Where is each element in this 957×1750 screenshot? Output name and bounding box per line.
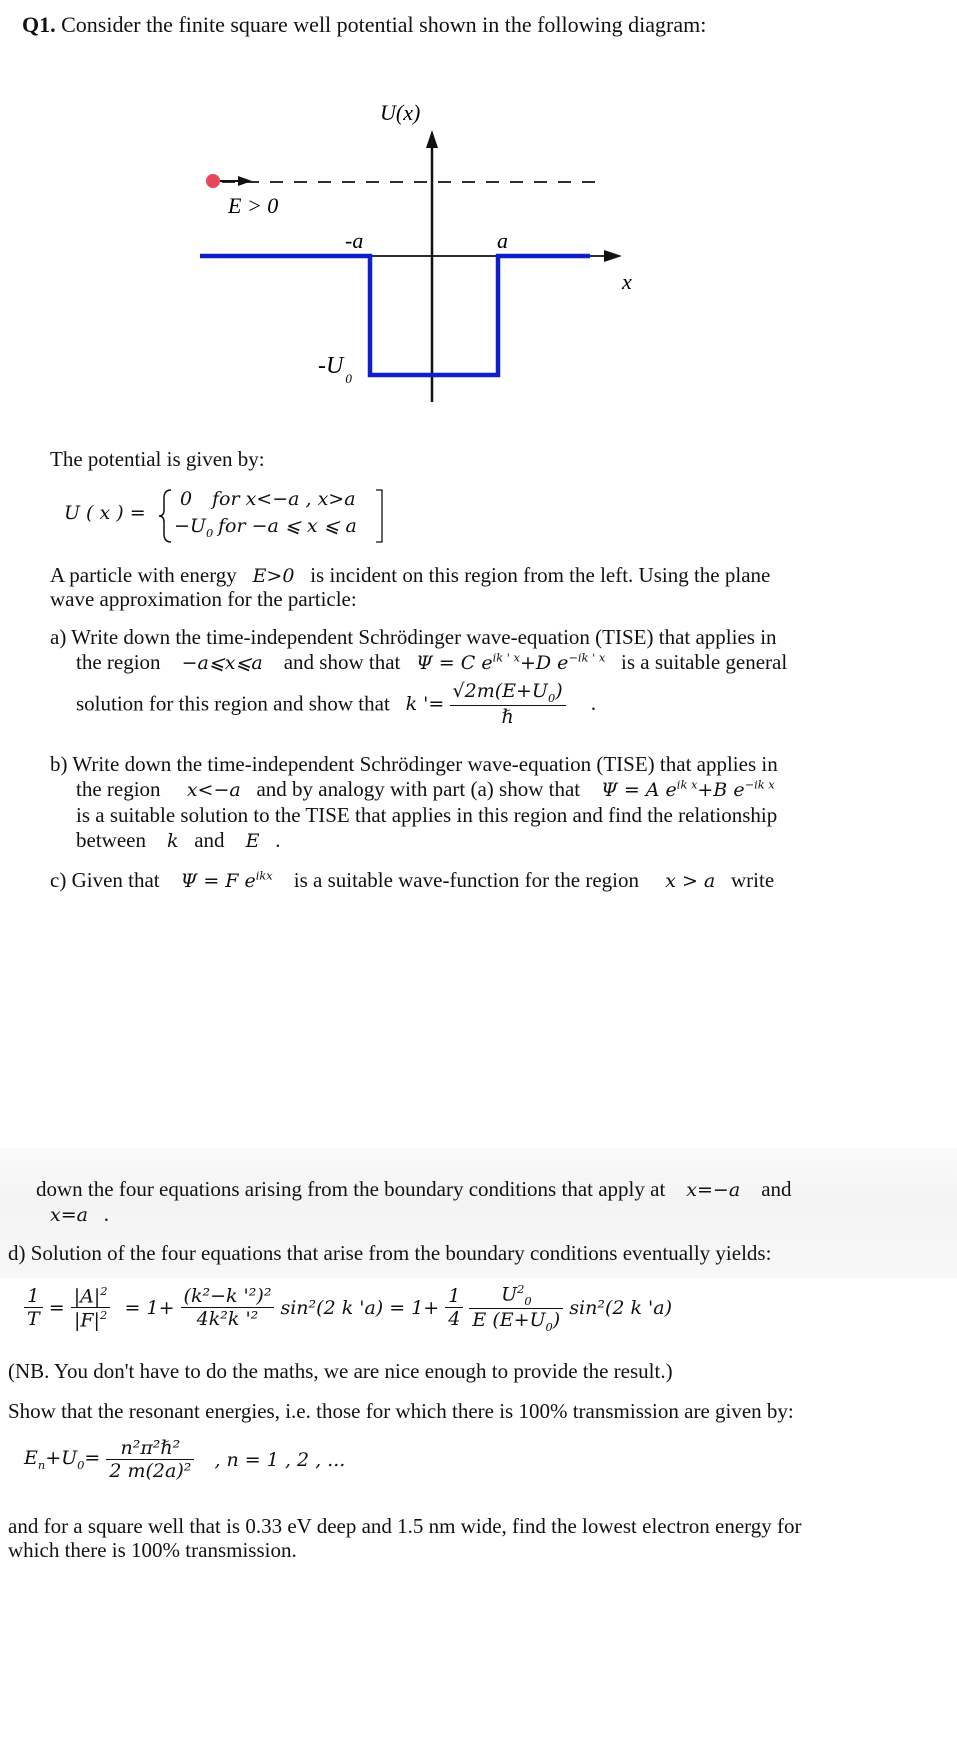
part-b-line4: between k and E .	[76, 828, 281, 852]
y-axis-arrow-icon	[426, 130, 438, 148]
question-number: Q1.	[22, 12, 56, 37]
potential-well-line	[200, 256, 590, 375]
x-axis-arrow-icon	[604, 250, 622, 262]
incident-particle-text: A particle with energy E>0 is incident on this region from the left. Using the plane	[50, 563, 771, 587]
neg-a-label: -a	[345, 228, 364, 253]
k-prime-fraction: $\frac{√2m(E+U_0)}{\text{ℏ}}$	[450, 680, 566, 728]
part-c-line3: x=a .	[50, 1202, 109, 1226]
final-question-line1: and for a square well that is 0.33 eV deep and 1.5 nm wide, find the lowest electron energy for	[8, 1514, 802, 1538]
part-d-line1: d) Solution of the four equations that arise from the boundary conditions eventually yields:	[8, 1241, 772, 1265]
resonant-energy-equation: $E_n+U_0=$ $\frac{\text{n²π²ℏ²}}{\text{2 m(2a)²}}$ , n = 1 , 2 , ...	[24, 1437, 346, 1482]
final-question-line2: which there is 100% transmission.	[8, 1538, 297, 1562]
part-a-line1: a) Write down the time-independent Schrödinger wave-equation (TISE) that applies in	[50, 625, 777, 649]
part-b-line1: b) Write down the time-independent Schrödinger wave-equation (TISE) that applies in	[50, 752, 778, 776]
part-a-line3: solution for this region and show that k '= $\frac{√2m(E+U_0)}{\text{ℏ}}$ .	[76, 680, 597, 728]
plane-wave-text: wave approximation for the particle:	[50, 587, 357, 611]
pos-a-label: a	[497, 228, 508, 253]
part-c-line2: down the four equations arising from the boundary conditions that apply at x=−a and	[36, 1177, 792, 1201]
y-axis-label: U(x)	[380, 100, 421, 125]
potential-lhs: U ( x ) =	[64, 502, 146, 524]
part-b-line2: the region x<−a and by analogy with part (a) show that Ψ = A $e^{ik x}+B$ $e^{-ik x}$	[76, 777, 775, 801]
question-intro: Consider the finite square well potential shown in the following diagram:	[61, 12, 707, 37]
case2-value: $-U_0$	[174, 515, 214, 540]
case2-condition: for −a ⩽ x ⩽ a	[218, 515, 357, 537]
part-b-line3: is a suitable solution to the TISE that applies in this region and find the relationship	[76, 803, 778, 827]
energy-arrow-icon	[238, 176, 252, 186]
x-axis-label: x	[622, 269, 632, 294]
part-c-line1: c) Given that Ψ = F $e^{ikx}$ is a suitable wave-function for the region x > a write	[50, 868, 775, 892]
energy-label: E > 0	[228, 193, 279, 218]
transmission-equation: $\frac{1}{T}$ = $\frac{|A|^2}{|F|^2}$ = 1+ $\frac{\text{(k²−k '²)²}}{\text{4k²k '²}}$ sin²(2 k 'a) = 1+ $\frac{1}{4}$ $\frac{U^2_0}{E (E+U_0)}$ sin²(2 k 'a)	[24, 1282, 672, 1334]
case1-condition: for x<−a , x>a	[212, 488, 356, 510]
potential-intro: The potential is given by:	[50, 447, 265, 471]
question-header	[22, 12, 706, 38]
case1-value: 0	[180, 488, 193, 510]
particle-dot-icon	[206, 174, 220, 188]
depth-label: -U $_0$	[318, 353, 352, 386]
part-a-line2: the region −a⩽x⩽a and show that Ψ = C $e^{ik ' x}+D$ $e^{-ik ' x}$ is a suitable general	[76, 650, 788, 674]
nb-note: (NB. You don't have to do the maths, we are nice enough to provide the result.)	[8, 1359, 673, 1383]
show-resonant-text: Show that the resonant energies, i.e. those for which there is 100% transmission are given by:	[8, 1399, 794, 1423]
right-brace-icon	[374, 488, 388, 544]
